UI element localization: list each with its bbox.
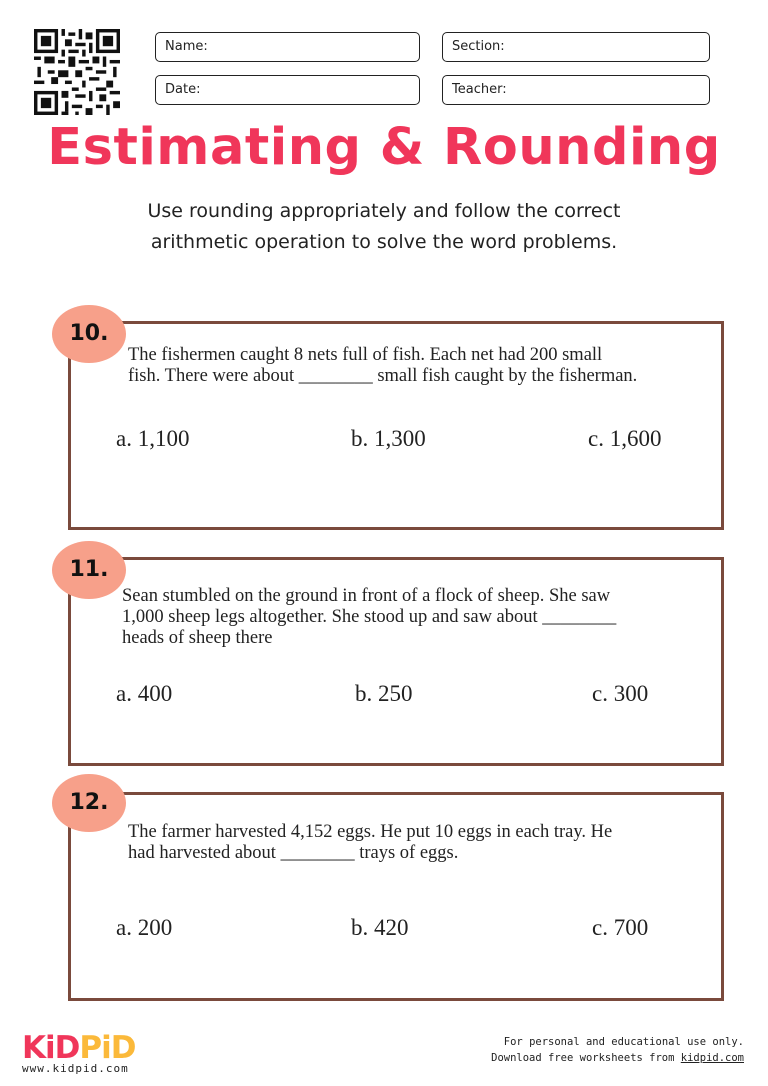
answer-option-c[interactable]: c. 700 xyxy=(592,915,649,940)
kidpid-link[interactable]: kidpid.com xyxy=(680,1052,744,1064)
footer-note xyxy=(491,1034,744,1066)
answer-option-b[interactable]: b. 420 xyxy=(351,915,409,940)
name-field[interactable]: Name: xyxy=(155,32,420,62)
answer-option-a[interactable]: a. 400 xyxy=(116,681,173,706)
footer-line-2-text: Download free worksheets from xyxy=(491,1052,681,1064)
footer-line-2 xyxy=(491,1050,744,1066)
section-field[interactable]: Section: xyxy=(442,32,710,62)
kidpid-logo xyxy=(22,1030,135,1066)
answer-option-b[interactable]: b. 1,300 xyxy=(351,426,426,451)
qr-code-icon xyxy=(34,29,120,115)
logo-text-pid: PiD xyxy=(79,1030,136,1066)
answer-option-c[interactable]: c. 1,600 xyxy=(588,426,662,451)
question-number-badge: 11. xyxy=(52,541,126,599)
instructions: Use rounding appropriately and follow the correct arithmetic operation to solve the word problems. xyxy=(147,200,621,253)
teacher-field[interactable]: Teacher: xyxy=(442,75,710,105)
question-number-badge: 10. xyxy=(52,305,126,363)
question-text: The farmer harvested 4,152 eggs. He put 10 eggs in each tray. He had harvested about ________ trays of eggs. xyxy=(128,822,613,863)
site-url: www.kidpid.com xyxy=(22,1062,129,1075)
logo-text-kid: KiD xyxy=(22,1030,80,1066)
footer-line-1: For personal and educational use only. xyxy=(503,1036,744,1048)
question-number-badge: 12. xyxy=(52,774,126,832)
answer-option-a[interactable]: a. 200 xyxy=(116,915,173,940)
answer-option-c[interactable]: c. 300 xyxy=(592,681,649,706)
question-text: Sean stumbled on the ground in front of a flock of sheep. She saw 1,000 sheep legs altogether. She stood up and saw about ________ heads of sheep there xyxy=(122,586,617,648)
date-field[interactable]: Date: xyxy=(155,75,420,105)
page-title: Estimating & Rounding xyxy=(47,118,721,177)
question-text: The fishermen caught 8 nets full of fish. Each net had 200 small fish. There were about ________ small fish caught by the fisherman. xyxy=(128,345,638,386)
answer-option-a[interactable]: a. 1,100 xyxy=(116,426,190,451)
answer-option-b[interactable]: b. 250 xyxy=(355,681,413,706)
